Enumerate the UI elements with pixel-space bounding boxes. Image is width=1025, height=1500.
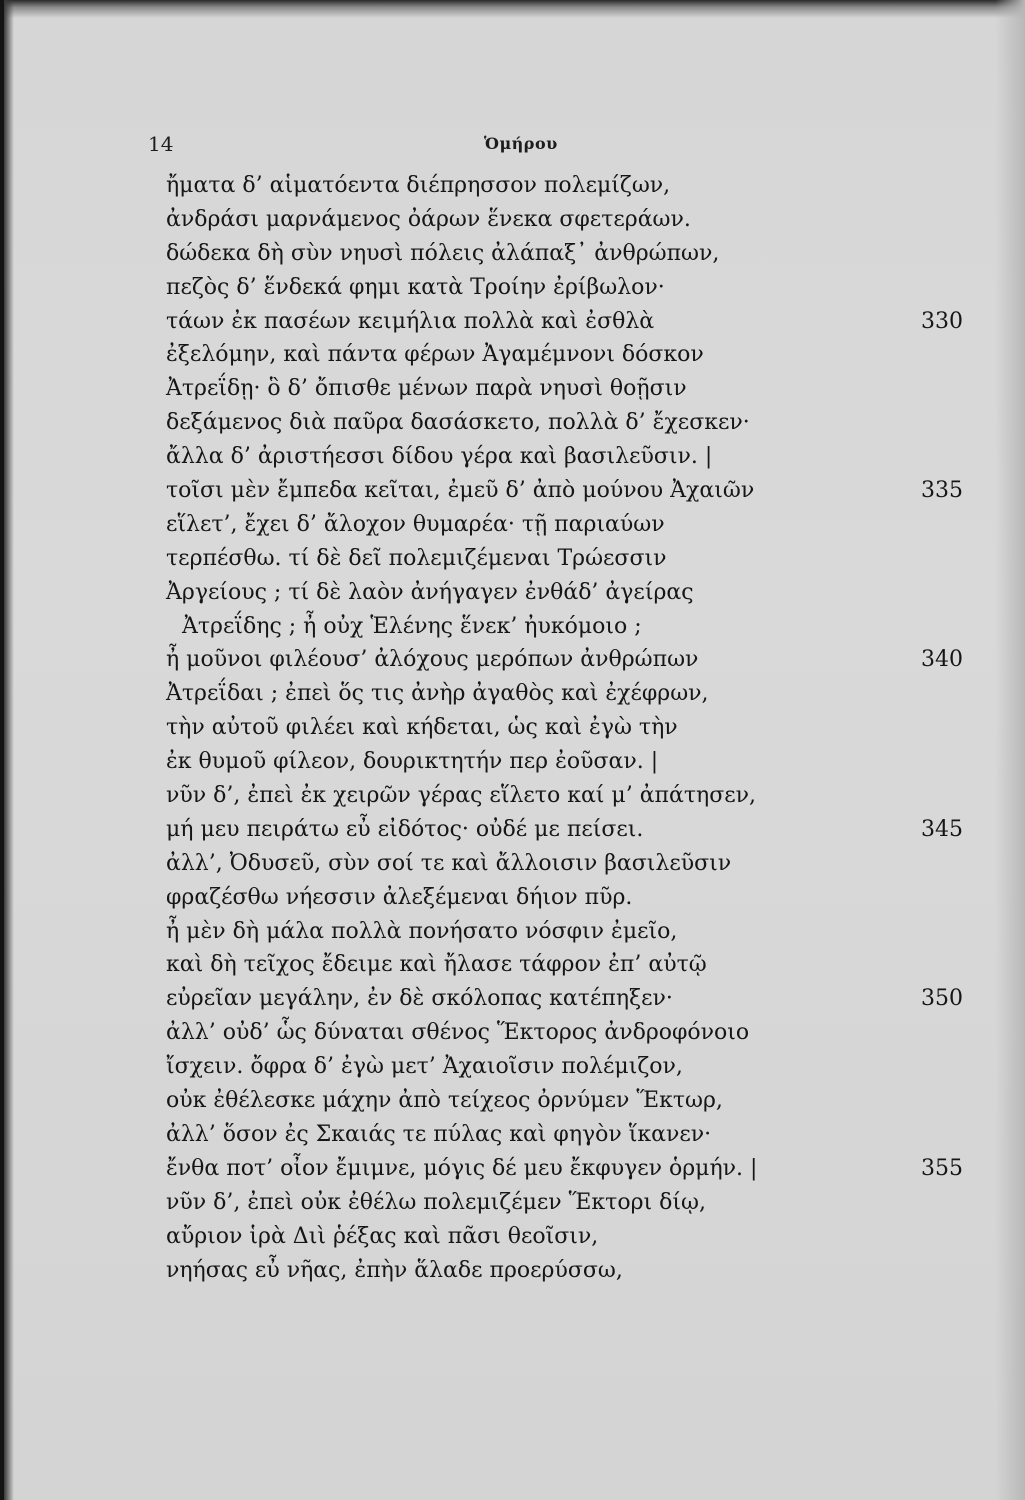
- verse-text: φραζέσθω νήεσσιν ἀλεξέμεναι δήιον πῦρ.: [166, 884, 633, 910]
- running-head: Ὁμήρου: [484, 134, 558, 153]
- verse-text: ἀλλ’ οὐδ’ ὧς δύναται σθένος Ἕκτορος ἀνδροφόνοιο: [166, 1020, 750, 1046]
- line-number: 345: [921, 816, 963, 842]
- verse-text: ἀλλ’, Ὀδυσεῦ, σὺν σοί τε καὶ ἄλλοισιν βασιλεῦσιν: [166, 850, 732, 876]
- verse-text: ἄλλα δ’ ἀριστήεσσι δίδου γέρα καὶ βασιλεῦσιν. |: [166, 444, 713, 470]
- verse-line: [4, 986, 1025, 1020]
- verse-text: Ἀτρεΐδῃ· ὃ δ’ ὄπισθε μένων παρὰ νηυσὶ θοῇσιν: [166, 376, 687, 402]
- verse-text: ἦ μὲν δὴ μάλα πολλὰ πονήσατο νόσφιν ἐμεῖο,: [166, 918, 678, 944]
- verse-text: πεζὸς δ’ ἕνδεκά φημι κατὰ Τροίην ἐρίβωλον·: [166, 274, 665, 300]
- line-number: 350: [921, 986, 963, 1012]
- verse-text: δεξάμενος διὰ παῦρα δασάσκετο, πολλὰ δ’ ἔχεσκεν·: [166, 410, 750, 436]
- verse-text: ἔνθα ποτ’ οἶον ἔμιμνε, μόγις δέ μευ ἔκφυγεν ὁρμήν. |: [166, 1155, 758, 1181]
- verse-line: [4, 275, 1025, 309]
- verse-line: [4, 478, 1025, 512]
- verse-text: μή μευ πειράτω εὖ εἰδότος· οὐδέ με πείσει.: [166, 816, 644, 842]
- scan-top-shadow: [4, 0, 1025, 18]
- verse-text: ἐξελόμην, καὶ πάντα φέρων Ἀγαμέμνονι δόσκον: [166, 342, 704, 368]
- line-number: 330: [921, 308, 963, 334]
- verse-text: οὐκ ἐθέλεσκε μάχην ἀπὸ τείχεος ὀρνύμεν Ἕκτωρ,: [166, 1088, 723, 1114]
- verse-line: [4, 410, 1025, 444]
- verse-text: εἵλετ’, ἔχει δ’ ἄλοχον θυμαρέα· τῇ παριαύων: [166, 511, 665, 537]
- verse-line: [4, 1156, 1025, 1190]
- verse-text: εὐρεῖαν μεγάλην, ἐν δὲ σκόλοπας κατέπηξεν·: [166, 986, 673, 1012]
- verse-text: ἤματα δ’ αἱματόεντα διέπρησσον πολεμίζων,: [166, 173, 671, 198]
- verse-line: [4, 1054, 1025, 1088]
- verse-text: νῦν δ’, ἐπεὶ ἐκ χειρῶν γέρας εἵλετο καί μ’ ἀπάτησεν,: [166, 783, 757, 809]
- verse-line: [4, 783, 1025, 817]
- book-page: [4, 0, 1025, 1500]
- verse-text: τερπέσθω. τί δὲ δεῖ πολεμιζέμεναι Τρώεσσιν: [166, 545, 667, 571]
- line-number: 355: [921, 1155, 963, 1181]
- verse-line: [4, 512, 1025, 546]
- verse-text: δώδεκα δὴ σὺν νηυσὶ πόλεις ἀλάπαξ᾽ ἀνθρώπων,: [166, 240, 720, 266]
- verse-text: νηήσας εὖ νῆας, ἐπὴν ἅλαδε προερύσσω,: [166, 1257, 623, 1283]
- verse-line: [4, 546, 1025, 580]
- verse-line: [4, 749, 1025, 783]
- verse-text: ἦ μοῦνοι φιλέουσ’ ἀλόχους μερόπων ἀνθρώπων: [166, 647, 699, 673]
- verse-text: τάων ἐκ πασέων κειμήλια πολλὰ καὶ ἐσθλὰ: [166, 308, 655, 334]
- verse-text: αὔριον ἱρὰ Διὶ ῥέξας καὶ πᾶσι θεοῖσιν,: [166, 1223, 599, 1249]
- verse-line: [4, 444, 1025, 478]
- verse-line: [4, 885, 1025, 919]
- verse-line: [4, 1122, 1025, 1156]
- verse-line: [4, 1190, 1025, 1224]
- verse-line: [4, 1088, 1025, 1122]
- page-number: 14: [148, 132, 174, 156]
- verse-lines: [4, 173, 1025, 1291]
- verse-line: [4, 241, 1025, 275]
- verse-line: [4, 1020, 1025, 1054]
- verse-text: ἀνδράσι μαρνάμενος ὀάρων ἕνεκα σφετεράων.: [166, 206, 691, 232]
- verse-text: νῦν δ’, ἐπεὶ οὐκ ἐθέλω πολεμιζέμεν Ἕκτορι δίῳ,: [166, 1189, 706, 1215]
- verse-line: [4, 309, 1025, 343]
- verse-line: [4, 952, 1025, 986]
- verse-line: [4, 376, 1025, 410]
- verse-line: [4, 580, 1025, 614]
- verse-line: [4, 919, 1025, 953]
- verse-text: ἐκ θυμοῦ φίλεον, δουρικτητήν περ ἐοῦσαν. |: [166, 749, 659, 775]
- verse-text: Ἀτρεΐδαι ; ἐπεὶ ὅς τις ἀνὴρ ἀγαθὸς καὶ ἐχέφρων,: [166, 681, 709, 707]
- verse-text: καὶ δὴ τεῖχος ἔδειμε καὶ ἤλασε τάφρον ἐπ’ αὐτῷ: [166, 952, 707, 978]
- verse-text: Ἀτρεΐδης ; ἦ οὐχ Ἑλένης ἕνεκ’ ἠυκόμοιο ;: [182, 613, 642, 639]
- verse-text: τὴν αὐτοῦ φιλέει καὶ κήδεται, ὡς καὶ ἐγὼ τὴν: [166, 715, 678, 741]
- page-header: [4, 128, 1025, 158]
- verse-text: Ἀργείους ; τί δὲ λαὸν ἀνήγαγεν ἐνθάδ’ ἀγείρας: [166, 579, 694, 605]
- verse-line: [4, 207, 1025, 241]
- verse-line: [4, 342, 1025, 376]
- verse-line: [4, 173, 1025, 207]
- line-number: 340: [921, 647, 963, 673]
- verse-line: [4, 851, 1025, 885]
- verse-line: [4, 681, 1025, 715]
- verse-text: τοῖσι μὲν ἔμπεδα κεῖται, ἐμεῦ δ’ ἀπὸ μούνου Ἀχαιῶν: [166, 478, 755, 504]
- verse-text: ἀλλ’ ὅσον ἐς Σκαιάς τε πύλας καὶ φηγὸν ἵκανεν·: [166, 1121, 712, 1147]
- verse-line: [4, 1224, 1025, 1258]
- verse-line: [4, 817, 1025, 851]
- verse-line: [4, 715, 1025, 749]
- verse-line: [4, 614, 1025, 648]
- verse-line: [4, 647, 1025, 681]
- verse-line: [4, 1258, 1025, 1292]
- verse-text: ἴσχειν. ὄφρα δ’ ἐγὼ μετ’ Ἀχαιοῖσιν πολέμιζον,: [166, 1054, 683, 1080]
- line-number: 335: [921, 478, 963, 504]
